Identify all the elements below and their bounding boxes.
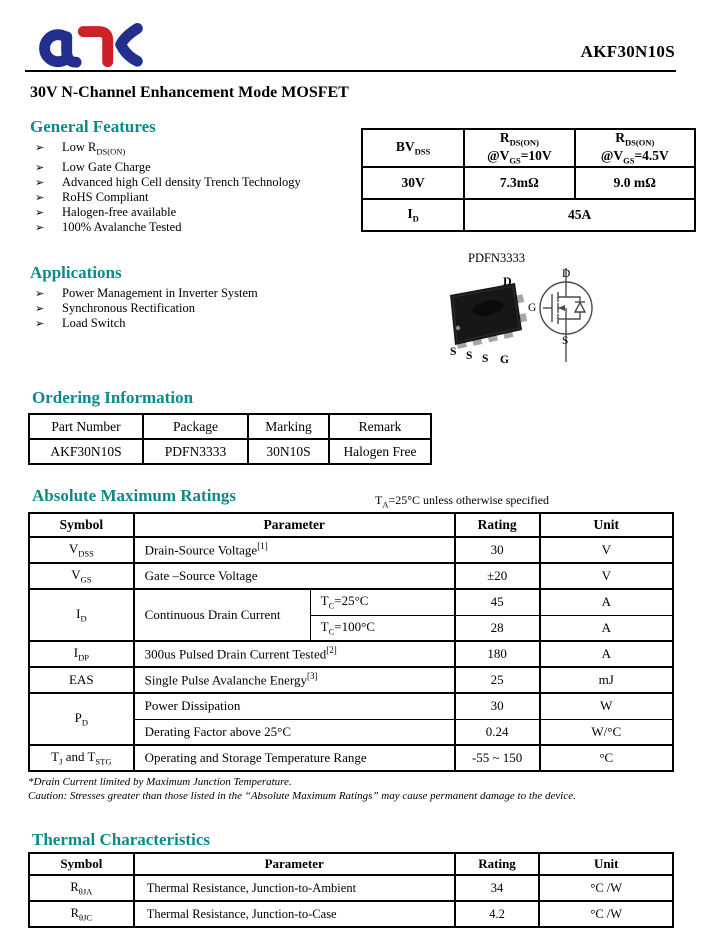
mosfet-symbol bbox=[528, 266, 608, 366]
feature-text: Halogen-free available bbox=[62, 204, 177, 219]
arrow-bullet-icon: ➢ bbox=[35, 141, 45, 154]
spec-id-value: 45A bbox=[464, 199, 695, 231]
amr-symbol: $V_{DSS}$ bbox=[29, 537, 134, 563]
applications-heading: Applications bbox=[30, 263, 122, 282]
header-rule bbox=[25, 70, 676, 72]
amr-symbol: $I_{DP}$ bbox=[29, 641, 134, 667]
spec-id-symbol: $I_D$ bbox=[362, 199, 464, 231]
thermal-col-header: Symbol bbox=[29, 853, 134, 875]
amr-rating: 0.24 bbox=[455, 719, 540, 745]
spec-rdson-10v-value: 7.3mΩ bbox=[464, 167, 574, 199]
ordering-package: PDFN3333 bbox=[143, 439, 248, 464]
list-item bbox=[30, 140, 360, 160]
amr-unit: A bbox=[540, 615, 673, 641]
table-row bbox=[29, 667, 673, 693]
amr-rating: 30 bbox=[455, 693, 540, 719]
spec-header-bvdss: $BV_{DSS}$ bbox=[362, 129, 464, 167]
list-item bbox=[30, 301, 360, 316]
ordering-col-header: Marking bbox=[248, 414, 329, 439]
footnote: *Drain Current limited by Maximum Junction Temperature. bbox=[28, 776, 292, 788]
application-text: Load Switch bbox=[62, 316, 126, 330]
feature-text: RoHS Compliant bbox=[62, 189, 149, 204]
thermal-col-header: Unit bbox=[539, 853, 673, 875]
thermal-characteristics-section bbox=[28, 830, 674, 928]
ordering-information-section bbox=[28, 388, 432, 465]
ordering-marking: 30N10S bbox=[248, 439, 329, 464]
list-item bbox=[30, 160, 360, 175]
symbol-drain-label: D bbox=[562, 268, 571, 280]
ordering-part-number: AKF30N10S bbox=[29, 439, 143, 464]
ordering-table bbox=[28, 413, 432, 465]
amr-unit: V bbox=[540, 563, 673, 589]
arrow-bullet-icon: ➢ bbox=[35, 287, 45, 300]
amr-heading: Absolute Maximum Ratings bbox=[32, 486, 237, 505]
list-item bbox=[30, 286, 360, 301]
amr-condition: $T_C=100^\circ C$ bbox=[310, 615, 455, 641]
thermal-rating: 4.2 bbox=[455, 901, 540, 927]
general-features-section bbox=[30, 117, 360, 235]
thermal-parameter: Thermal Resistance, Junction-to-Case bbox=[134, 901, 455, 927]
amr-parameter: Single Pulse Avalanche Energy[3] bbox=[134, 667, 455, 693]
list-item bbox=[30, 220, 360, 235]
document-title: 30V N-Channel Enhancement Mode MOSFET bbox=[30, 84, 349, 101]
amr-symbol: $T_J$ and $T_{STG}$ bbox=[29, 745, 134, 771]
table-row bbox=[29, 875, 673, 901]
brand-logo bbox=[30, 16, 147, 70]
thermal-parameter: Thermal Resistance, Junction-to-Ambient bbox=[134, 875, 455, 901]
amr-rating: ±20 bbox=[455, 563, 540, 589]
arrow-bullet-icon: ➢ bbox=[35, 175, 45, 189]
application-text: Synchronous Rectification bbox=[62, 301, 195, 315]
arrow-bullet-icon: ➢ bbox=[35, 317, 45, 330]
package-figure bbox=[420, 250, 690, 380]
amr-unit: A bbox=[540, 641, 673, 667]
list-item bbox=[30, 205, 360, 220]
thermal-rating: 34 bbox=[455, 875, 540, 901]
applications-section bbox=[30, 263, 360, 331]
amr-symbol: EAS bbox=[29, 667, 134, 693]
arrow-bullet-icon: ➢ bbox=[35, 160, 45, 174]
thermal-table bbox=[28, 852, 674, 928]
ordering-col-header: Remark bbox=[329, 414, 431, 439]
thermal-unit: °C /W bbox=[539, 901, 673, 927]
amr-parameter: 300us Pulsed Drain Current Tested[2] bbox=[134, 641, 455, 667]
feature-text: Advanced high Cell density Trench Technology bbox=[62, 174, 301, 189]
general-features-list bbox=[30, 140, 360, 235]
amr-col-header: Unit bbox=[540, 513, 673, 537]
absolute-maximum-ratings-table bbox=[28, 512, 674, 772]
thermal-col-header: Parameter bbox=[134, 853, 455, 875]
ordering-remark: Halogen Free bbox=[329, 439, 431, 464]
spec-header-rdson-10v: $R_{DS(ON)}$ $@V_{GS}=10V$ bbox=[464, 129, 574, 167]
amr-unit: W/°C bbox=[540, 719, 673, 745]
amr-rating: 45 bbox=[455, 589, 540, 615]
amr-col-header: Symbol bbox=[29, 513, 134, 537]
amr-rating: 180 bbox=[455, 641, 540, 667]
spec-bvdss-value: 30V bbox=[362, 167, 464, 199]
list-item bbox=[30, 316, 360, 331]
table-row bbox=[29, 901, 673, 927]
feature-text: Low $R_{DS(ON)}$ bbox=[62, 140, 126, 157]
amr-rating: -55 ~ 150 bbox=[455, 745, 540, 771]
amr-unit: A bbox=[540, 589, 673, 615]
amr-unit: °C bbox=[540, 745, 673, 771]
amr-symbol: $V_{GS}$ bbox=[29, 563, 134, 589]
key-spec-table bbox=[361, 128, 696, 232]
arrow-bullet-icon: ➢ bbox=[35, 190, 45, 204]
package-drain-label: D bbox=[503, 274, 512, 288]
thermal-heading: Thermal Characteristics bbox=[32, 830, 210, 849]
amr-condition-note: $T_A=25^\circ C$ unless otherwise specified bbox=[375, 493, 550, 510]
amr-col-header: Parameter bbox=[134, 513, 455, 537]
part-number-header: AKF30N10S bbox=[580, 42, 675, 61]
list-item bbox=[30, 175, 360, 190]
thermal-col-header: Rating bbox=[455, 853, 540, 875]
feature-text: 100% Avalanche Tested bbox=[62, 219, 182, 234]
amr-parameter: Drain-Source Voltage[1] bbox=[134, 537, 455, 563]
package-pin-label: S bbox=[466, 350, 473, 362]
ordering-col-header: Part Number bbox=[29, 414, 143, 439]
table-row bbox=[29, 745, 673, 771]
arrow-bullet-icon: ➢ bbox=[35, 220, 45, 234]
amr-unit: V bbox=[540, 537, 673, 563]
amr-rating: 28 bbox=[455, 615, 540, 641]
amr-symbol: $P_D$ bbox=[29, 693, 134, 745]
amr-parameter: Derating Factor above 25°C bbox=[134, 719, 455, 745]
arrow-bullet-icon: ➢ bbox=[35, 205, 45, 219]
absolute-maximum-ratings-section bbox=[28, 486, 674, 803]
amr-parameter: Continuous Drain Current bbox=[134, 589, 310, 641]
list-item bbox=[30, 190, 360, 205]
amr-rating: 30 bbox=[455, 537, 540, 563]
thermal-unit: °C /W bbox=[539, 875, 673, 901]
amr-symbol: $I_D$ bbox=[29, 589, 134, 641]
spec-header-rdson-45v: $R_{DS(ON)}$ $@V_{GS}=4.5V$ bbox=[575, 129, 695, 167]
amr-unit: mJ bbox=[540, 667, 673, 693]
table-row bbox=[29, 589, 673, 615]
ordering-col-header: Package bbox=[143, 414, 248, 439]
amr-condition: $T_C=25^\circ C$ bbox=[310, 589, 455, 615]
package-pin-label: S bbox=[450, 346, 457, 358]
table-row bbox=[29, 693, 673, 719]
table-row bbox=[29, 563, 673, 589]
table-row bbox=[29, 537, 673, 563]
symbol-source-label: S bbox=[562, 335, 569, 347]
feature-text: Low Gate Charge bbox=[62, 159, 151, 174]
symbol-gate-label: G bbox=[528, 302, 537, 314]
amr-footnotes bbox=[28, 776, 674, 803]
thermal-symbol: $R_{\theta JA}$ bbox=[29, 875, 134, 901]
amr-parameter: Gate –Source Voltage bbox=[134, 563, 455, 589]
application-text: Power Management in Inverter System bbox=[62, 286, 258, 300]
package-name-label: PDFN3333 bbox=[468, 251, 525, 265]
footnote: Caution: Stresses greater than those listed in the “Absolute Maximum Ratings” may cause permanent damage to the device. bbox=[28, 789, 576, 802]
general-features-heading: General Features bbox=[30, 117, 156, 136]
amr-unit: W bbox=[540, 693, 673, 719]
amr-col-header: Rating bbox=[455, 513, 540, 537]
arrow-bullet-icon: ➢ bbox=[35, 302, 45, 315]
table-row bbox=[29, 439, 431, 464]
package-pin-label: G bbox=[500, 354, 509, 366]
package-pin-label: S bbox=[482, 353, 489, 365]
ordering-heading: Ordering Information bbox=[32, 388, 194, 407]
thermal-symbol: $R_{\theta JC}$ bbox=[29, 901, 134, 927]
spec-rdson-45v-value: 9.0 mΩ bbox=[575, 167, 695, 199]
applications-list bbox=[30, 286, 360, 331]
table-row bbox=[29, 641, 673, 667]
amr-parameter: Power Dissipation bbox=[134, 693, 455, 719]
amr-rating: 25 bbox=[455, 667, 540, 693]
amr-parameter: Operating and Storage Temperature Range bbox=[134, 745, 455, 771]
